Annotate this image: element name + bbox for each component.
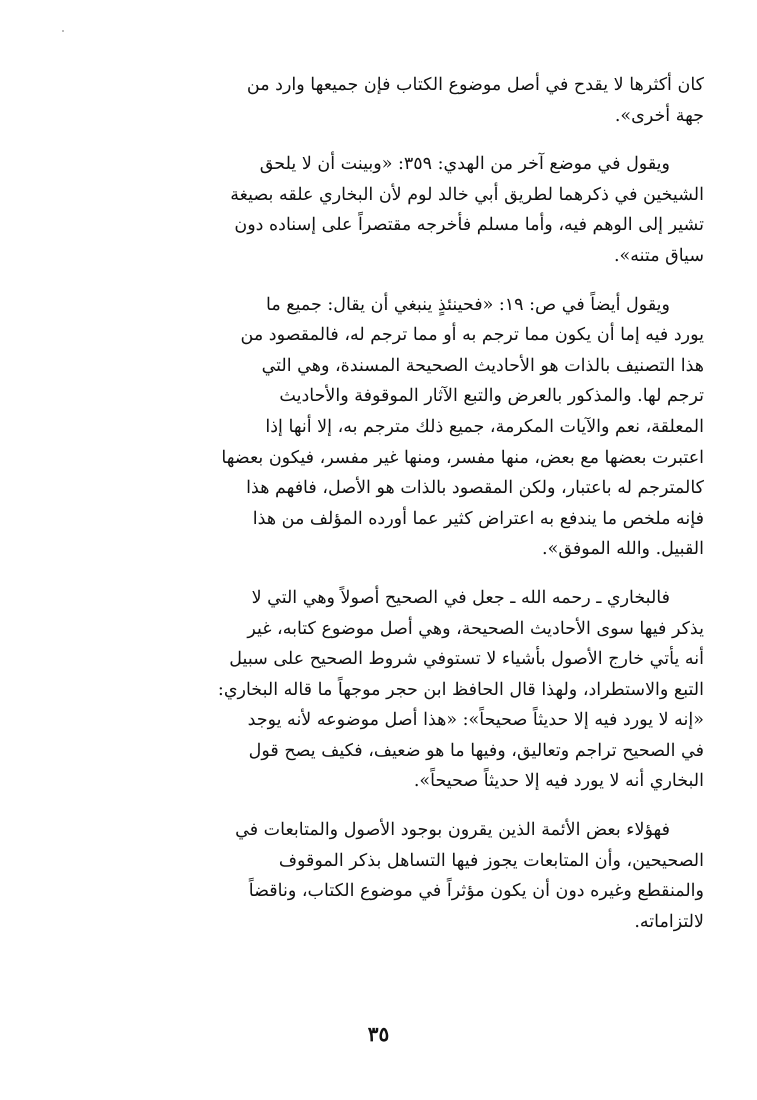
text-line: سياق متنه». (613, 245, 704, 266)
paragraph-4 (98, 583, 704, 797)
text-line: البخاري أنه لا يورد فيه إلا حديثاً صحيحاً». (413, 771, 704, 792)
text-line: ترجم لها. والمذكور بالعرض والتبع الآثار الموقوفة والأحاديث (279, 386, 704, 407)
text-line: التبع والاستطراد، ولهذا قال الحافظ ابن حجر موجهاً ما قاله البخاري: (217, 679, 704, 700)
text-line: ويقول في موضع آخر من الهدي: ٣٥٩: «وبينت أن لا يلحق (259, 154, 670, 175)
text-line: كالمترجم له باعتبار، ولكن المقصود بالذات هو الأصل، فافهم هذا (246, 478, 704, 499)
text-line: فإنه ملخص ما يندفع به اعتراض كثير عما أورده المؤلف من هذا (252, 508, 704, 529)
paragraph-1 (98, 70, 704, 131)
page-body (98, 70, 704, 937)
text-line: القبيل. والله الموفق». (542, 539, 704, 560)
text-line: هذا التصنيف بالذات هو الأحاديث الصحيحة المسندة، وهي التي (261, 355, 704, 376)
paragraph-2 (98, 149, 704, 271)
text-line: الصحيحين، وأن المتابعات يجوز فيها التساهل بذكر الموقوف (278, 850, 704, 871)
text-line: فهؤلاء بعض الأئمة الذين يقرون بوجود الأصول والمتابعات في (235, 820, 670, 841)
text-line: ويقول أيضاً في ص: ١٩: «فحينئذٍ ينبغي أن يقال: جميع ما (266, 294, 670, 315)
text-line: كان أكثرها لا يقدح في أصل موضوع الكتاب فإن جميعها وارد من (246, 75, 704, 95)
paragraph-5 (98, 815, 704, 937)
page-number: ٣٥ (367, 1022, 390, 1046)
text-line: الشيخين في ذكرهما لطريق أبي خالد لوم لأن البخاري علقه بصيغة (230, 184, 704, 205)
text-line: فالبخاري ـ رحمه الله ـ جعل في الصحيح أصولاً وهي التي لا (251, 587, 670, 608)
text-line: المعلقة، نعم والآيات المكرمة، جميع ذلك مترجم به، إلا أنها إذا (265, 416, 704, 437)
text-line: أنه يأتي خارج الأصول بأشياء لا تستوفي شروط الصحيح على سبيل (229, 649, 704, 670)
text-line: في الصحيح تراجم وتعاليق، وفيها ما هو ضعيف، فكيف يصح قول (248, 740, 704, 761)
text-line: تشير إلى الوهم فيه، وأما مسلم فأخرجه مقتصراً على إسناده دون (234, 215, 704, 236)
text-line: جهة أخرى». (614, 105, 704, 126)
text-line: يورد فيه إما أن يكون مما ترجم به أو مما ترجم له، فالمقصود من (240, 325, 704, 346)
paragraph-3 (98, 290, 704, 565)
text-line: يذكر فيها سوى الأحاديث الصحيحة، وهي أصل موضوع كتابه، غير (247, 618, 704, 639)
scan-speck (62, 30, 64, 32)
text-line: والمنقطع وغيره دون أن يكون مؤثراً في موضوع الكتاب، وناقضاً (248, 881, 704, 902)
text-line: «إنه لا يورد فيه إلا حديثاً صحيحاً»: «هذا أصل موضوعه لأنه يوجد (247, 710, 704, 731)
text-line: لالتزاماته. (634, 911, 704, 932)
text-line: اعتبرت بعضها مع بعض، منها مفسر، ومنها غير مفسر، فيكون بعضها (221, 447, 704, 468)
